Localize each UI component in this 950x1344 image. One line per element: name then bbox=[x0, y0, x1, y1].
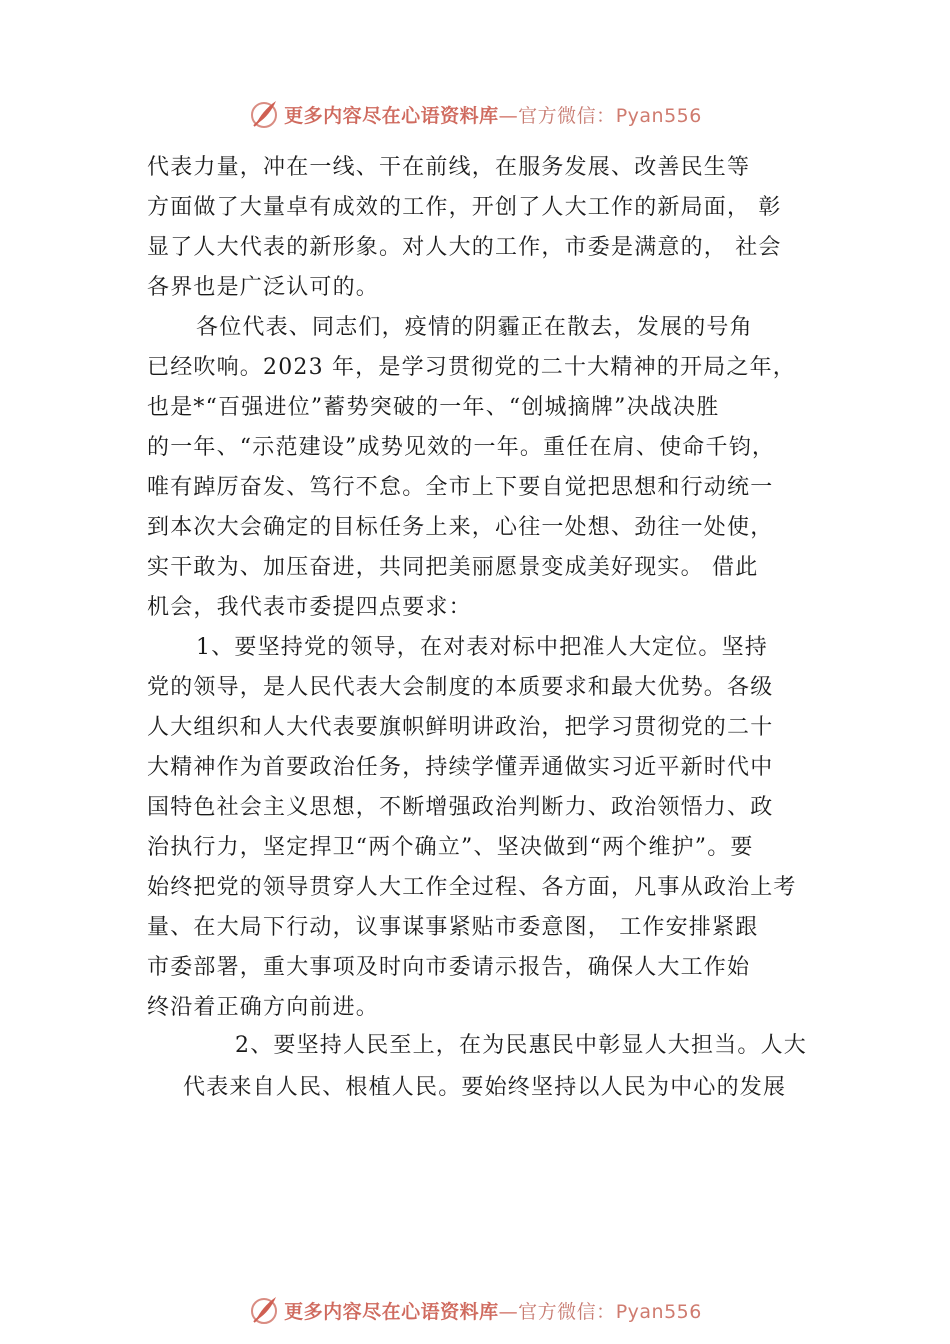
watermark-banner-top bbox=[0, 94, 950, 134]
text-line: 代表来自人民、根植人民。要始终坚持以人民为中心的发展 bbox=[183, 1075, 787, 1100]
text-line: 的一年、“示范建设”成势见效的一年。重任在肩、使命千钧， bbox=[147, 435, 776, 460]
text-line: 各界也是广泛认可的。 bbox=[147, 275, 380, 300]
text-line: 终沿着正确方向前进。 bbox=[147, 995, 380, 1020]
text-line: 市委部署，重大事项及时向市委请示报告，确保人大工作始 bbox=[147, 955, 751, 980]
quill-logo-icon bbox=[248, 98, 280, 130]
text-line: 治执行力，坚定捍卫“两个确立”、坚决做到“两个维护”。要 bbox=[147, 835, 754, 860]
text-line: 代表力量，冲在一线、干在前线，在服务发展、改善民生等 bbox=[147, 155, 751, 180]
watermark-text: 更多内容尽在心语资料库—官方微信：Pyan556 bbox=[284, 1300, 702, 1323]
text-line: 人大组织和人大代表要旗帜鲜明讲政治，把学习贯彻党的二十 bbox=[147, 715, 774, 740]
text-line: 到本次大会确定的目标任务上来，心往一处想、劲往一处使， bbox=[147, 515, 774, 540]
text-line: 也是*“百强进位”蓄势突破的一年、“创城摘牌”决战决胜 bbox=[147, 395, 720, 420]
text-line: 国特色社会主义思想，不断增强政治判断力、政治领悟力、政 bbox=[147, 795, 774, 820]
watermark-banner-bottom bbox=[0, 1290, 950, 1330]
watermark-text: 更多内容尽在心语资料库—官方微信：Pyan556 bbox=[284, 104, 702, 127]
text-line: 各位代表、同志们，疫情的阴霾正在散去，发展的号角 bbox=[196, 315, 753, 340]
text-line: 已经吹响。2023 年，是学习贯彻党的二十大精神的开局之年， bbox=[147, 355, 796, 380]
text-line: 量、在大局下行动，议事谋事紧贴市委意图， 工作安排紧跟 bbox=[147, 915, 759, 940]
quill-logo-icon bbox=[248, 1294, 280, 1326]
text-line: 方面做了大量卓有成效的工作，开创了人大工作的新局面， 彰 bbox=[147, 195, 782, 220]
text-line: 2、要坚持人民至上，在为民惠民中彰显人大担当。人大 bbox=[235, 1033, 807, 1058]
text-line: 机会，我代表市委提四点要求： bbox=[147, 595, 472, 620]
text-line: 1、要坚持党的领导，在对表对标中把准人大定位。坚持 bbox=[196, 635, 768, 660]
text-line: 唯有踔厉奋发、笃行不怠。全市上下要自觉把思想和行动统一 bbox=[147, 475, 774, 500]
text-line: 始终把党的领导贯穿人大工作全过程、各方面，凡事从政治上考 bbox=[147, 875, 797, 900]
text-line: 实干敢为、加压奋进，共同把美丽愿景变成美好现实。 借此 bbox=[147, 555, 759, 580]
text-line: 党的领导，是人民代表大会制度的本质要求和最大优势。各级 bbox=[147, 675, 774, 700]
text-line: 显了人大代表的新形象。对人大的工作，市委是满意的， 社会 bbox=[147, 235, 782, 260]
text-line: 大精神作为首要政治任务，持续学懂弄通做实习近平新时代中 bbox=[147, 755, 774, 780]
